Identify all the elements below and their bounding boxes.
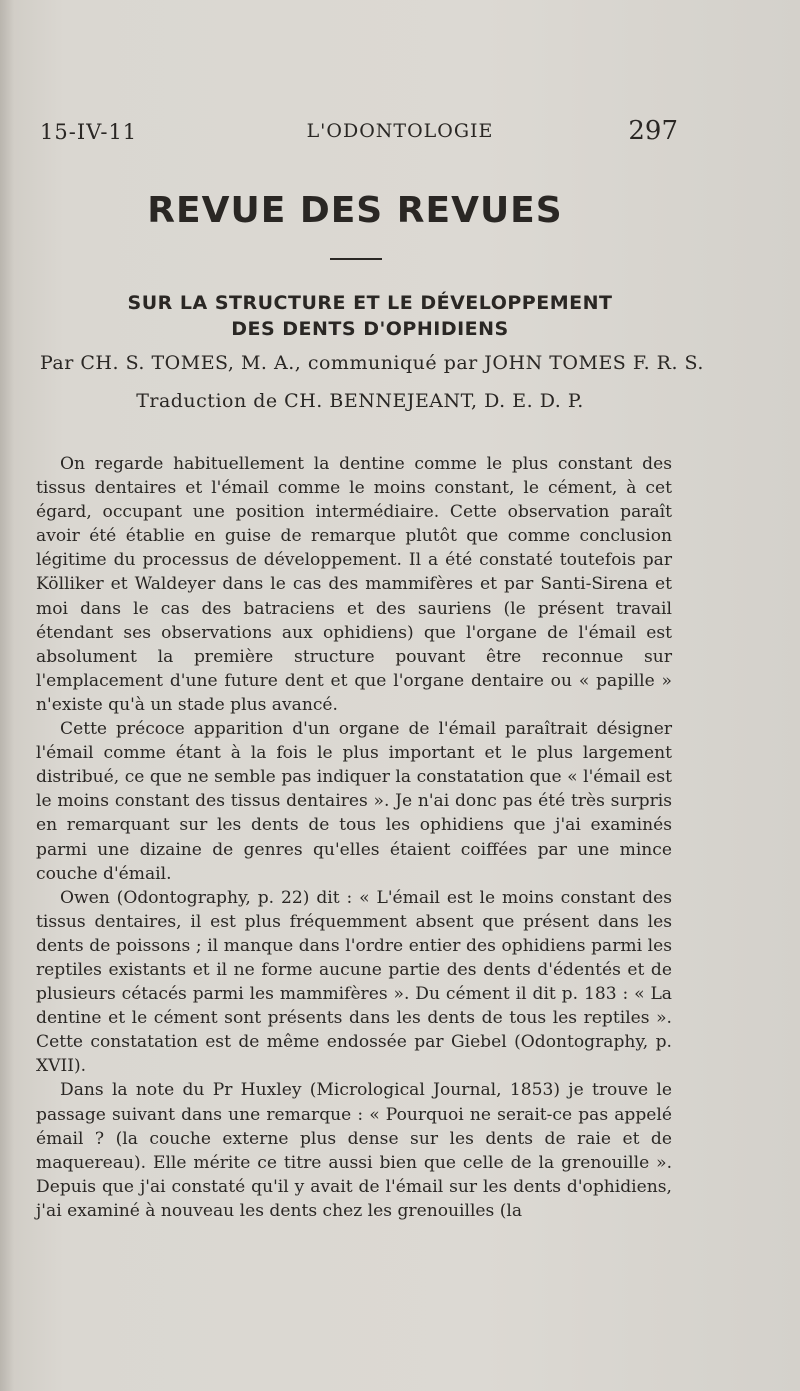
- page-number: 297: [628, 116, 678, 146]
- section-title: REVUE DES REVUES: [147, 190, 563, 231]
- article-author: Par CH. S. TOMES, M. A., communiqué par JOHN TOMES F. R. S.: [40, 352, 704, 374]
- paragraph-4: Dans la note du Pr Huxley (Micrological Journal, 1853) je trouve le passage suivant dans une remarque : « Pourquoi ne serait-ce pas appelé émail ? (la couche externe plus dense sur les dents de raie et de maquereau). Elle mérite ce titre aussi bien que celle de la grenouille ». Depuis que j'ai constaté qu'il y avait de l'émail sur les dents d'ophidiens, j'ai examiné à nouveau les dents chez les grenouilles (la: [36, 1080, 672, 1221]
- paragraph-2: Cette précoce apparition d'un organe de l'émail paraîtrait désigner l'émail comme étant à la fois le plus important et le plus largement distribué, ce que ne semble pas indiquer la constatation que « l'émail est le moins constant des tissus dentaires ». Je n'ai donc pas été très surpris en remarquant sur les dents de tous les ophidiens que j'ai examinés parmi une dizaine de genres qu'elles étaient coiffées par une mince couche d'émail.: [36, 719, 672, 884]
- article-title-line-1: SUR LA STRUCTURE ET LE DÉVELOPPEMENT: [127, 292, 613, 314]
- header-date: 15-IV-11: [40, 120, 138, 144]
- article-body: [36, 452, 672, 1223]
- article-title-line-2: DES DENTS D'OPHIDIENS: [231, 318, 509, 340]
- title-divider: [330, 258, 382, 260]
- article-title: [40, 290, 700, 342]
- running-head: [0, 112, 800, 152]
- article-translation: Traduction de CH. BENNEJEANT, D. E. D. P.: [136, 390, 584, 412]
- paragraph-3: Owen (Odontography, p. 22) dit : « L'émail est le moins constant des tissus dentaires, il est plus fréquemment absent que présent dans les dents de poissons ; il manque dans l'ordre entier des ophidiens parmi les reptiles existants et il ne forme aucune partie des dents d'édentés et de plusieurs cétacés parmi les mammifères ». Du cément il dit p. 183 : « La dentine et le cément sont présents dans les dents de tous les reptiles ». Cette constatation est de même endossée par Giebel (Odontography, p. XVII).: [36, 887, 672, 1077]
- paragraph-1: On regarde habituellement la dentine comme le plus constant des tissus dentaires et l'émail comme le moins constant, le cément, à cet égard, occupant une position intermédiaire. Cette observation paraît avoir été établie en guise de remarque plutôt que comme conclusion légitime du processus de développement. Il a été constaté toutefois par Kölliker et Waldeyer dans le cas des mammifères et par Santi-Sirena et moi dans le cas des batraciens et des sauriens (le présent travail étendant ses observations aux ophidiens) que l'organe de l'émail est absolument la première structure pouvant être reconnue sur l'emplacement d'une future dent et que l'organe dentaire ou « papille » n'existe qu'à un stade plus avancé.: [36, 454, 672, 715]
- header-journal: L'ODONTOLOGIE: [306, 120, 494, 142]
